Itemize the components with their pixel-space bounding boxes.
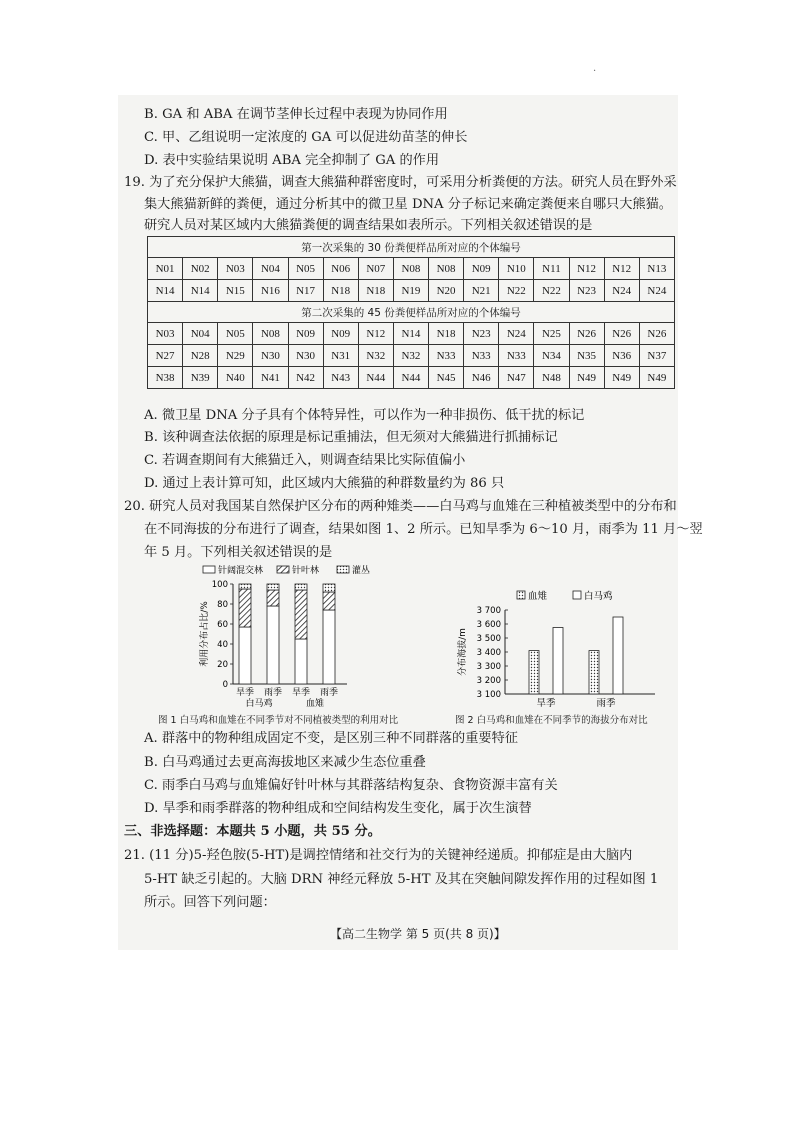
y-tick-label: 3 300 bbox=[476, 662, 501, 672]
bar-segment bbox=[295, 584, 307, 590]
q21-stem-line2: 5-HT 缺乏引起的。大脑 DRN 神经元释放 5-HT 及其在突触间隙发挥作用的过程如图 1 bbox=[144, 872, 659, 887]
table-cell: N18 bbox=[323, 280, 358, 302]
table-cell: N24 bbox=[604, 280, 639, 302]
q20-stem-line3: 年 5 月。下列相关叙述错误的是 bbox=[144, 545, 333, 560]
table-cell: N13 bbox=[639, 258, 674, 280]
table-row bbox=[148, 345, 675, 367]
q18-option-b: B. GA 和 ABA 在调节茎伸长过程中表现为协同作用 bbox=[144, 107, 448, 122]
table-cell: N04 bbox=[253, 258, 288, 280]
table-row bbox=[148, 280, 675, 302]
table-cell: N14 bbox=[183, 280, 218, 302]
table-cell: N37 bbox=[639, 345, 674, 367]
q19-stem-line3: 研究人员对某区域内大熊猫粪便的调查结果如表所示。下列相关叙述错误的是 bbox=[144, 218, 593, 233]
table-cell: N41 bbox=[253, 367, 288, 389]
dna-sample-table bbox=[147, 236, 675, 389]
q19-option-c: C. 若调查期间有大熊猫迁入，则调查结果比实际值偏小 bbox=[144, 453, 466, 468]
table-row bbox=[148, 258, 675, 280]
legend-swatch bbox=[203, 566, 215, 573]
table-cell: N22 bbox=[534, 280, 569, 302]
legend-label: 白马鸡 bbox=[584, 591, 613, 602]
table-cell: N25 bbox=[534, 323, 569, 345]
bar-segment bbox=[267, 590, 279, 606]
table-cell: N12 bbox=[569, 258, 604, 280]
y-axis-label: 分布海拔/m bbox=[458, 628, 468, 676]
table-cell: N14 bbox=[148, 280, 183, 302]
bar-segment bbox=[239, 589, 251, 627]
table-cell: N09 bbox=[464, 258, 499, 280]
table-cell: N32 bbox=[358, 345, 393, 367]
table-cell: N33 bbox=[499, 345, 534, 367]
table-cell: N26 bbox=[569, 323, 604, 345]
y-tick-label: 3 400 bbox=[476, 648, 501, 658]
x-tick-label: 雨季 bbox=[596, 698, 616, 709]
bar-segment bbox=[239, 627, 251, 684]
bar bbox=[589, 651, 599, 694]
table-cell: N31 bbox=[323, 345, 358, 367]
figure-1-stacked-bar-chart bbox=[195, 562, 385, 712]
y-tick-label: 3 600 bbox=[476, 620, 501, 630]
table-cell: N23 bbox=[464, 323, 499, 345]
bar bbox=[553, 628, 563, 695]
table-cell: N01 bbox=[148, 258, 183, 280]
table-cell: N48 bbox=[534, 367, 569, 389]
legend-swatch bbox=[277, 566, 289, 573]
y-tick-label: 0 bbox=[222, 680, 228, 690]
table-row bbox=[148, 367, 675, 389]
table-cell: N28 bbox=[183, 345, 218, 367]
table-cell: N23 bbox=[569, 280, 604, 302]
table-cell: N44 bbox=[393, 367, 428, 389]
table-cell: N33 bbox=[464, 345, 499, 367]
table-cell: N38 bbox=[148, 367, 183, 389]
table-cell: N09 bbox=[288, 323, 323, 345]
table-cell: N35 bbox=[569, 345, 604, 367]
table-cell: N47 bbox=[499, 367, 534, 389]
table-cell: N30 bbox=[288, 345, 323, 367]
y-tick-label: 80 bbox=[217, 600, 228, 610]
bar-segment bbox=[295, 639, 307, 684]
table-cell: N43 bbox=[323, 367, 358, 389]
q20-stem-line2: 在不同海拔的分布进行了调查，结果如图 1、2 所示。已知旱季为 6～10 月，雨季为 11 月～翌 bbox=[144, 522, 703, 537]
table-cell: N49 bbox=[639, 367, 674, 389]
table-cell: N45 bbox=[429, 367, 464, 389]
table-cell: N20 bbox=[429, 280, 464, 302]
table-cell: N19 bbox=[393, 280, 428, 302]
q18-option-d: D. 表中实验结果说明 ABA 完全抑制了 GA 的作用 bbox=[144, 153, 440, 168]
bar-segment bbox=[267, 584, 279, 590]
table-cell: N11 bbox=[534, 258, 569, 280]
table-cell: N27 bbox=[148, 345, 183, 367]
bar-segment bbox=[323, 592, 335, 610]
bar bbox=[613, 617, 623, 694]
table-cell: N07 bbox=[358, 258, 393, 280]
table-cell: N22 bbox=[499, 280, 534, 302]
q19-option-a: A. 微卫星 DNA 分子具有个体特异性，可以作为一种非损伤、低干扰的标记 bbox=[144, 408, 585, 423]
q19-option-b: B. 该种调查法依据的原理是标记重捕法，但无须对大熊猫进行抓捕标记 bbox=[144, 430, 558, 445]
table-cell: N03 bbox=[148, 323, 183, 345]
q20-stem-line1: 20. 研究人员对我国某自然保护区分布的两种雉类——白马鸡与血雉在三种植被类型中的分布和 bbox=[124, 499, 677, 514]
q20-option-d: D. 旱季和雨季群落的物种组成和空间结构发生变化，属于次生演替 bbox=[144, 801, 532, 816]
table-cell: N18 bbox=[429, 323, 464, 345]
table-cell: N44 bbox=[358, 367, 393, 389]
table-cell: N30 bbox=[253, 345, 288, 367]
y-axis-label: 利用分布占比/% bbox=[200, 601, 210, 667]
table-cell: N08 bbox=[393, 258, 428, 280]
legend-swatch bbox=[337, 566, 349, 573]
table-cell: N42 bbox=[288, 367, 323, 389]
legend-label: 针叶林 bbox=[292, 566, 320, 576]
legend-label: 血雉 bbox=[528, 591, 548, 602]
table-cell: N34 bbox=[534, 345, 569, 367]
table-cell: N08 bbox=[429, 258, 464, 280]
table-cell: N02 bbox=[183, 258, 218, 280]
table-cell: N05 bbox=[218, 323, 253, 345]
table-cell: N40 bbox=[218, 367, 253, 389]
bar-segment bbox=[323, 610, 335, 684]
figure-1-caption: 图 1 白马鸡和血雉在不同季节对不同植被类型的利用对比 bbox=[158, 715, 399, 726]
q20-option-a: A. 群落中的物种组成固定不变，是区别三种不同群落的重要特征 bbox=[144, 731, 518, 746]
y-tick-label: 100 bbox=[211, 580, 228, 590]
q21-stem-line1: 21. (11 分)5-羟色胺(5-HT)是调控情绪和社交行为的关键神经递质。抑郁症是由大脑内 bbox=[124, 848, 633, 863]
y-tick-label: 40 bbox=[217, 640, 228, 650]
legend-swatch bbox=[573, 591, 581, 599]
table-cell: N49 bbox=[569, 367, 604, 389]
table-cell: N33 bbox=[429, 345, 464, 367]
group-label: 血雉 bbox=[305, 699, 325, 709]
q21-stem-line3: 所示。回答下列问题： bbox=[144, 895, 276, 910]
figure-2-caption: 图 2 白马鸡和血雉在不同季节的海拔分布对比 bbox=[455, 715, 648, 726]
table-cell: N08 bbox=[253, 323, 288, 345]
table-cell: N16 bbox=[253, 280, 288, 302]
y-tick-label: 3 100 bbox=[476, 690, 501, 700]
table-cell: N09 bbox=[323, 323, 358, 345]
table-cell: N05 bbox=[288, 258, 323, 280]
table-cell: N12 bbox=[358, 323, 393, 345]
table-header-first-collection: 第一次采集的 30 份粪便样品所对应的个体编号 bbox=[148, 237, 675, 258]
table-cell: N04 bbox=[183, 323, 218, 345]
legend-label: 灌丛 bbox=[352, 566, 371, 576]
header-dot: . bbox=[593, 63, 597, 74]
table-cell: N36 bbox=[604, 345, 639, 367]
table-cell: N29 bbox=[218, 345, 253, 367]
table-cell: N06 bbox=[323, 258, 358, 280]
q18-option-c: C. 甲、乙组说明一定浓度的 GA 可以促进幼苗茎的伸长 bbox=[144, 130, 468, 145]
table-cell: N14 bbox=[393, 323, 428, 345]
table-cell: N17 bbox=[288, 280, 323, 302]
bar-segment bbox=[239, 584, 251, 589]
page-footer: 【高二生物学 第 5 页(共 8 页)】 bbox=[330, 927, 506, 941]
y-tick-label: 60 bbox=[217, 620, 228, 630]
y-tick-label: 3 500 bbox=[476, 634, 501, 644]
table-cell: N46 bbox=[464, 367, 499, 389]
q20-option-c: C. 雨季白马鸡与血雉偏好针叶林与其群落结构复杂、食物资源丰富有关 bbox=[144, 778, 558, 793]
x-tick-label: 旱季 bbox=[235, 688, 255, 698]
table-cell: N15 bbox=[218, 280, 253, 302]
table-cell: N24 bbox=[499, 323, 534, 345]
table-row bbox=[148, 323, 675, 345]
table-cell: N21 bbox=[464, 280, 499, 302]
table-cell: N24 bbox=[639, 280, 674, 302]
table-cell: N10 bbox=[499, 258, 534, 280]
bar bbox=[529, 651, 539, 694]
table-cell: N18 bbox=[358, 280, 393, 302]
figure-2-bar-chart bbox=[455, 582, 670, 717]
table-cell: N03 bbox=[218, 258, 253, 280]
y-tick-label: 3 200 bbox=[476, 676, 501, 686]
q19-option-d: D. 通过上表计算可知，此区域内大熊猫的种群数量约为 86 只 bbox=[144, 476, 505, 491]
x-tick-label: 雨季 bbox=[319, 688, 339, 698]
group-label: 白马鸡 bbox=[245, 699, 273, 709]
x-tick-label: 旱季 bbox=[291, 688, 311, 698]
x-tick-label: 旱季 bbox=[536, 698, 556, 709]
table-cell: N49 bbox=[604, 367, 639, 389]
q20-option-b: B. 白马鸡通过去更高海拔地区来减少生态位重叠 bbox=[144, 755, 426, 770]
table-cell: N26 bbox=[639, 323, 674, 345]
bar-segment bbox=[323, 584, 335, 592]
q19-stem-line2: 集大熊猫新鲜的粪便，通过分析其中的微卫星 DNA 分子标记来确定粪便来自哪只大熊猫。 bbox=[144, 197, 672, 212]
table-cell: N32 bbox=[393, 345, 428, 367]
table-cell: N12 bbox=[604, 258, 639, 280]
bar-segment bbox=[267, 606, 279, 684]
table-header-second-collection: 第二次采集的 45 份粪便样品所对应的个体编号 bbox=[148, 302, 675, 323]
bar-segment bbox=[295, 590, 307, 639]
x-tick-label: 雨季 bbox=[263, 688, 283, 698]
q19-stem-line1: 19. 为了充分保护大熊猫，调查大熊猫种群密度时，可采用分析粪便的方法。研究人员在野外采 bbox=[124, 175, 677, 190]
legend-swatch bbox=[517, 591, 525, 599]
section-3-heading: 三、非选择题：本题共 5 小题，共 55 分。 bbox=[124, 824, 381, 839]
y-tick-label: 20 bbox=[217, 660, 228, 670]
legend-label: 针阔混交林 bbox=[218, 566, 264, 576]
y-tick-label: 3 700 bbox=[476, 606, 501, 616]
table-cell: N26 bbox=[604, 323, 639, 345]
table-cell: N39 bbox=[183, 367, 218, 389]
